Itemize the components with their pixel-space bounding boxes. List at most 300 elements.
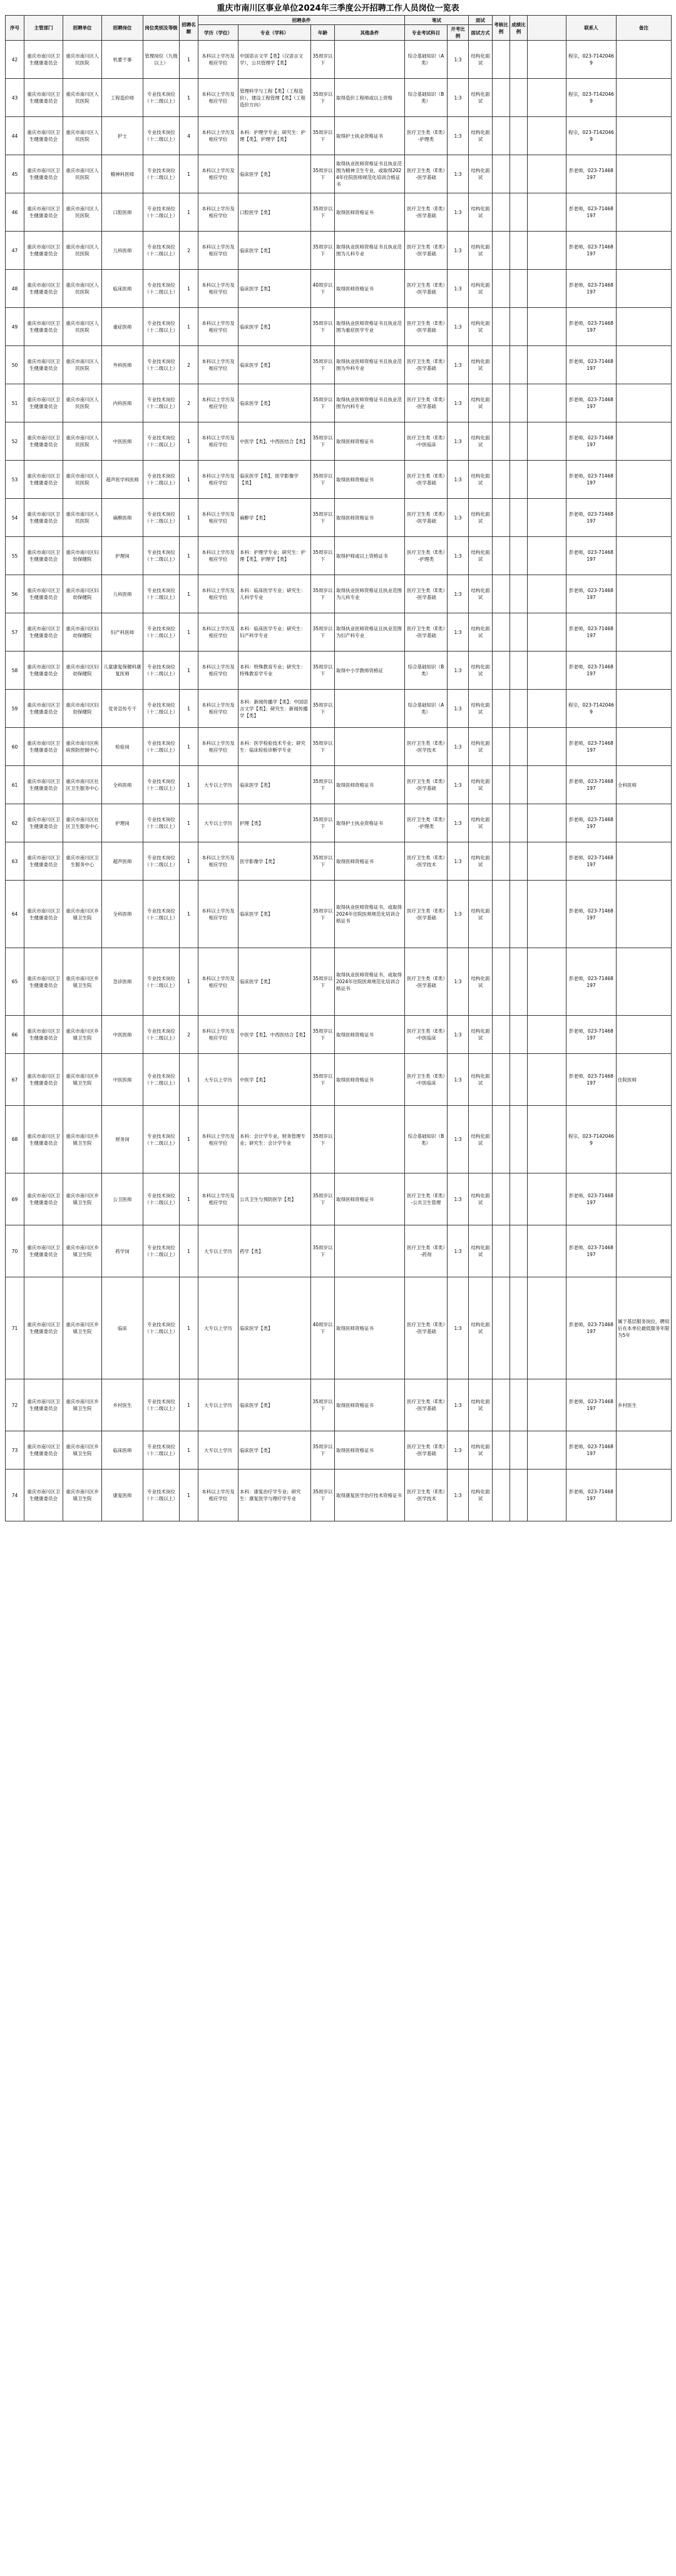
cell-remark [617, 575, 672, 613]
cell-edu: 本科以上学历及相应学位 [198, 1016, 238, 1054]
cell-other: 取得医师资格证书 [335, 193, 405, 232]
table-row [6, 384, 672, 422]
cell-age: 35周岁以下 [311, 79, 335, 117]
cell-type: 专业技术岗位（十二级以上） [143, 766, 180, 804]
cell-prop [510, 766, 528, 804]
table-row [6, 422, 672, 461]
cell-unit: 重庆市南川区人民医院 [63, 41, 102, 79]
cell-contact: 程宗，023-71420469 [566, 41, 617, 79]
cell-contact: 彭老师，023-71468197 [566, 1277, 617, 1379]
cell-remark [617, 881, 672, 948]
cell-interview: 结构化面试 [469, 652, 493, 690]
cell-exam [493, 155, 510, 193]
cell-type: 专业技术岗位（十二级以上） [143, 1431, 180, 1469]
cell-edu: 本科以上学历及相应学位 [198, 117, 238, 155]
cell-subject: 医疗卫生类（E类）-医学基础 [405, 193, 448, 232]
cell-unit: 重庆市南川区疾病预防控制中心 [63, 728, 102, 766]
cell-remark [617, 1225, 672, 1277]
cell-interview: 结构化面试 [469, 690, 493, 728]
cell-major: 医学影像学【类】 [238, 842, 311, 881]
cell-count: 1 [180, 652, 198, 690]
cell-no: 71 [6, 1277, 24, 1379]
table-row [6, 1054, 672, 1106]
cell-prop [510, 155, 528, 193]
cell-remark: 全科医师 [617, 766, 672, 804]
cell-subject: 医疗卫生类（E类）-医学技术 [405, 728, 448, 766]
cell-major: 管理科学与工程【类】（工程造价），建设工程管理【类】（工程造价方向） [238, 79, 311, 117]
cell-remark [617, 842, 672, 881]
cell-other: 取得执业医师资格证书且执业范围为重症医学专业 [335, 308, 405, 346]
cell-remark [617, 155, 672, 193]
cell-ratio: 1:3 [448, 537, 469, 575]
cell-contact: 彭老师，023-71468197 [566, 1173, 617, 1225]
cell-edu: 本科以上学历及相应学位 [198, 948, 238, 1016]
cell-type: 专业技术岗位（十二级以上） [143, 728, 180, 766]
cell-count: 1 [180, 766, 198, 804]
cell-type: 专业技术岗位（十二级以上） [143, 1173, 180, 1225]
table-row [6, 804, 672, 842]
cell-prop [510, 193, 528, 232]
cell-count: 4 [180, 117, 198, 155]
cell-extra [528, 232, 566, 270]
cell-major: 临床医学【类】 [238, 1431, 311, 1469]
cell-age: 35周岁以下 [311, 728, 335, 766]
cell-other: 取得医师资格证书 [335, 1054, 405, 1106]
cell-major: 临床医学【类】 [238, 346, 311, 384]
cell-count: 2 [180, 346, 198, 384]
cell-exam [493, 308, 510, 346]
header-remark: 备注 [617, 16, 672, 41]
cell-ratio: 1:3 [448, 1469, 469, 1521]
cell-unit: 重庆市南川区人民医院 [63, 155, 102, 193]
cell-exam [493, 346, 510, 384]
cell-subject: 医疗卫生类（E类）-医学技术 [405, 1469, 448, 1521]
header-other: 其他条件 [335, 25, 405, 41]
cell-extra [528, 690, 566, 728]
cell-interview: 结构化面试 [469, 461, 493, 499]
cell-no: 58 [6, 652, 24, 690]
cell-prop [510, 652, 528, 690]
cell-count: 1 [180, 1379, 198, 1431]
table-row [6, 461, 672, 499]
cell-extra [528, 346, 566, 384]
cell-edu: 本科以上学历及相应学位 [198, 193, 238, 232]
cell-other [335, 728, 405, 766]
cell-no: 57 [6, 613, 24, 652]
cell-major: 本科：护理学专业；研究生：护理【类】，护理学【类】 [238, 537, 311, 575]
cell-ratio: 1:3 [448, 575, 469, 613]
cell-exam [493, 1277, 510, 1379]
cell-interview: 结构化面试 [469, 575, 493, 613]
cell-subject: 医疗卫生类（E类）-医学基础 [405, 270, 448, 308]
cell-remark [617, 308, 672, 346]
cell-dept: 重庆市南川区卫生健康委员会 [24, 804, 63, 842]
cell-age: 35周岁以下 [311, 461, 335, 499]
cell-pos: 临床医师 [102, 1431, 143, 1469]
cell-contact: 彭老师，023-71468197 [566, 652, 617, 690]
cell-remark [617, 613, 672, 652]
cell-pos: 护理岗 [102, 804, 143, 842]
table-row [6, 881, 672, 948]
cell-age: 40周岁以下 [311, 1277, 335, 1379]
cell-remark [617, 232, 672, 270]
cell-interview: 结构化面试 [469, 308, 493, 346]
cell-unit: 重庆市南川区人民医院 [63, 308, 102, 346]
cell-contact: 彭老师，023-71468197 [566, 270, 617, 308]
cell-prop [510, 842, 528, 881]
cell-pos: 妇产科医师 [102, 613, 143, 652]
cell-prop [510, 728, 528, 766]
cell-count: 1 [180, 155, 198, 193]
cell-contact: 彭老师，023-71468197 [566, 881, 617, 948]
cell-subject: 医疗卫生类（E类）-医学基础 [405, 1379, 448, 1431]
cell-extra [528, 1379, 566, 1431]
cell-other: 取得造价工程师或以上资格 [335, 79, 405, 117]
cell-type: 专业技术岗位（十二级以上） [143, 948, 180, 1016]
cell-prop [510, 1379, 528, 1431]
header-interview-method: 面试方式 [469, 25, 493, 41]
cell-interview: 结构化面试 [469, 193, 493, 232]
cell-exam [493, 1054, 510, 1106]
cell-unit: 重庆市南川区人民医院 [63, 79, 102, 117]
cell-no: 72 [6, 1379, 24, 1431]
cell-unit: 重庆市南川区人民医院 [63, 270, 102, 308]
cell-extra [528, 842, 566, 881]
cell-ratio: 1:3 [448, 270, 469, 308]
cell-count: 2 [180, 1016, 198, 1054]
cell-contact: 彭老师，023-71468197 [566, 1379, 617, 1431]
cell-dept: 重庆市南川区卫生健康委员会 [24, 79, 63, 117]
table-row [6, 1379, 672, 1431]
cell-ratio: 1:3 [448, 804, 469, 842]
cell-remark [617, 461, 672, 499]
header-education: 学历（学位） [198, 25, 238, 41]
cell-dept: 重庆市南川区卫生健康委员会 [24, 499, 63, 537]
table-row [6, 193, 672, 232]
table-row [6, 1225, 672, 1277]
cell-no: 69 [6, 1173, 24, 1225]
table-row [6, 575, 672, 613]
cell-other [335, 1225, 405, 1277]
cell-other: 取得医师资格证书 [335, 1431, 405, 1469]
cell-unit: 重庆市南川区人民医院 [63, 384, 102, 422]
cell-remark [617, 690, 672, 728]
cell-contact: 彭老师，023-71468197 [566, 1016, 617, 1054]
cell-edu: 大专以上学历 [198, 1277, 238, 1379]
cell-major: 本科：护理学专业；研究生：护理【类】，护理学【类】 [238, 117, 311, 155]
cell-edu: 大专以上学历 [198, 1379, 238, 1431]
cell-prop [510, 1225, 528, 1277]
table-row [6, 613, 672, 652]
cell-edu: 本科以上学历及相应学位 [198, 422, 238, 461]
cell-subject: 医疗卫生类（E类）-医学基础 [405, 881, 448, 948]
cell-pos: 麻醉医师 [102, 499, 143, 537]
cell-ratio: 1:3 [448, 384, 469, 422]
cell-unit: 重庆市南川区妇幼保健院 [63, 613, 102, 652]
cell-other: 取得执业医师资格证且执业范围为妇产科专业 [335, 613, 405, 652]
cell-edu: 本科以上学历及相应学位 [198, 155, 238, 193]
cell-type: 专业技术岗位（十二级以上） [143, 270, 180, 308]
cell-other: 取得医师资格证书 [335, 766, 405, 804]
cell-extra [528, 384, 566, 422]
cell-major: 公共卫生与预防医学【类】 [238, 1173, 311, 1225]
cell-major: 临床医学【类】 [238, 766, 311, 804]
cell-edu: 本科以上学历及相应学位 [198, 1106, 238, 1173]
cell-pos: 财务岗 [102, 1106, 143, 1173]
cell-unit: 重庆市南川区乡镇卫生院 [63, 1469, 102, 1521]
cell-ratio: 1:3 [448, 117, 469, 155]
cell-edu: 本科以上学历及相应学位 [198, 232, 238, 270]
cell-ratio: 1:3 [448, 652, 469, 690]
cell-age: 35周岁以下 [311, 690, 335, 728]
cell-unit: 重庆市南川区乡镇卫生院 [63, 1379, 102, 1431]
cell-other: 取得护士执业资格证书 [335, 804, 405, 842]
cell-no: 48 [6, 270, 24, 308]
table-row [6, 1277, 672, 1379]
cell-subject: 医疗卫生类（E类）-医学基础 [405, 766, 448, 804]
cell-contact: 彭老师，023-71468197 [566, 193, 617, 232]
cell-major: 中医学【类】，中西医结合【类】 [238, 1016, 311, 1054]
table-row [6, 499, 672, 537]
cell-edu: 大专以上学历 [198, 1225, 238, 1277]
header-no: 序号 [6, 16, 24, 41]
cell-interview: 结构化面试 [469, 270, 493, 308]
cell-extra [528, 948, 566, 1016]
cell-pos: 护士 [102, 117, 143, 155]
cell-unit: 重庆市南川区人民医院 [63, 461, 102, 499]
cell-extra [528, 461, 566, 499]
cell-contact: 程宗，023-71420469 [566, 690, 617, 728]
cell-pos: 乡村医生 [102, 1379, 143, 1431]
cell-interview: 结构化面试 [469, 842, 493, 881]
cell-remark [617, 79, 672, 117]
table-row [6, 766, 672, 804]
cell-pos: 内科医师 [102, 384, 143, 422]
cell-type: 专业技术岗位（十二级以上） [143, 804, 180, 842]
cell-no: 61 [6, 766, 24, 804]
cell-major: 麻醉学【类】 [238, 499, 311, 537]
cell-extra [528, 1016, 566, 1054]
cell-dept: 重庆市南川区卫生健康委员会 [24, 155, 63, 193]
cell-edu: 本科以上学历及相应学位 [198, 270, 238, 308]
cell-edu: 大专以上学历 [198, 1431, 238, 1469]
cell-extra [528, 193, 566, 232]
cell-pos: 中医医师 [102, 422, 143, 461]
cell-exam [493, 422, 510, 461]
cell-subject: 医疗卫生类（E类）-医学基础 [405, 155, 448, 193]
cell-dept: 重庆市南川区卫生健康委员会 [24, 766, 63, 804]
cell-no: 53 [6, 461, 24, 499]
cell-edu: 本科以上学历及相应学位 [198, 79, 238, 117]
cell-edu: 本科以上学历及相应学位 [198, 842, 238, 881]
cell-no: 66 [6, 1016, 24, 1054]
cell-age: 35周岁以下 [311, 308, 335, 346]
cell-age: 35周岁以下 [311, 1054, 335, 1106]
header-ratio: 开考比例 [448, 25, 469, 41]
cell-remark: 乡村医生 [617, 1379, 672, 1431]
cell-subject: 医疗卫生类（E类）-医学基础 [405, 232, 448, 270]
cell-major: 护理【类】 [238, 804, 311, 842]
cell-other: 取得执业医师资格证书且执业范围为外科专业 [335, 346, 405, 384]
cell-exam [493, 1469, 510, 1521]
cell-prop [510, 461, 528, 499]
cell-dept: 重庆市南川区卫生健康委员会 [24, 948, 63, 1016]
cell-unit: 重庆市南川区人民医院 [63, 193, 102, 232]
cell-remark [617, 1016, 672, 1054]
cell-extra [528, 270, 566, 308]
cell-pos: 临床 [102, 1277, 143, 1379]
cell-count: 1 [180, 613, 198, 652]
cell-remark [617, 422, 672, 461]
cell-other [335, 41, 405, 79]
cell-prop [510, 117, 528, 155]
cell-count: 1 [180, 1106, 198, 1173]
cell-unit: 重庆市南川区妇幼保健院 [63, 690, 102, 728]
table-row [6, 690, 672, 728]
cell-ratio: 1:3 [448, 948, 469, 1016]
cell-age: 35周岁以下 [311, 346, 335, 384]
cell-remark: 住院医师 [617, 1054, 672, 1106]
cell-other: 取得执业医师资格证书且执业范围为儿科专业 [335, 232, 405, 270]
cell-ratio: 1:3 [448, 1173, 469, 1225]
cell-edu: 大专以上学历 [198, 1054, 238, 1106]
cell-subject: 医疗卫生类（E类）-医学基础 [405, 575, 448, 613]
cell-ratio: 1:3 [448, 41, 469, 79]
cell-interview: 结构化面试 [469, 1016, 493, 1054]
cell-type: 专业技术岗位（十二级以上） [143, 1106, 180, 1173]
cell-count: 1 [180, 575, 198, 613]
cell-age: 40周岁以下 [311, 270, 335, 308]
cell-extra [528, 1431, 566, 1469]
cell-prop [510, 270, 528, 308]
cell-other: 取得医师资格证书 [335, 499, 405, 537]
cell-dept: 重庆市南川区卫生健康委员会 [24, 461, 63, 499]
cell-extra [528, 1469, 566, 1521]
cell-contact: 彭老师，023-71468197 [566, 155, 617, 193]
cell-unit: 重庆市南川区乡镇卫生院 [63, 1225, 102, 1277]
cell-dept: 重庆市南川区卫生健康委员会 [24, 1225, 63, 1277]
cell-prop [510, 948, 528, 1016]
cell-prop [510, 79, 528, 117]
cell-major: 临床医学【类】 [238, 881, 311, 948]
cell-contact: 彭老师，023-71468197 [566, 422, 617, 461]
cell-prop [510, 575, 528, 613]
table-row [6, 308, 672, 346]
cell-interview: 结构化面试 [469, 804, 493, 842]
cell-dept: 重庆市南川区卫生健康委员会 [24, 270, 63, 308]
cell-remark [617, 1173, 672, 1225]
cell-extra [528, 613, 566, 652]
cell-ratio: 1:3 [448, 308, 469, 346]
cell-pos: 口腔医师 [102, 193, 143, 232]
cell-other: 取得医师资格证书 [335, 1379, 405, 1431]
cell-remark [617, 948, 672, 1016]
cell-major: 药学【类】 [238, 1225, 311, 1277]
cell-dept: 重庆市南川区卫生健康委员会 [24, 193, 63, 232]
cell-exam [493, 461, 510, 499]
cell-dept: 重庆市南川区卫生健康委员会 [24, 1016, 63, 1054]
cell-prop [510, 881, 528, 948]
cell-no: 60 [6, 728, 24, 766]
cell-pos: 急诊医师 [102, 948, 143, 1016]
cell-age: 35周岁以下 [311, 1173, 335, 1225]
cell-unit: 重庆市南川区乡镇卫生院 [63, 1173, 102, 1225]
cell-unit: 重庆市南川区乡镇卫生院 [63, 1277, 102, 1379]
cell-exam [493, 766, 510, 804]
cell-exam [493, 41, 510, 79]
cell-dept: 重庆市南川区卫生健康委员会 [24, 1173, 63, 1225]
cell-no: 59 [6, 690, 24, 728]
cell-exam [493, 652, 510, 690]
cell-interview: 结构化面试 [469, 422, 493, 461]
cell-count: 1 [180, 842, 198, 881]
cell-remark [617, 1431, 672, 1469]
cell-unit: 重庆市南川区妇幼保健院 [63, 537, 102, 575]
table-row [6, 117, 672, 155]
cell-type: 专业技术岗位（十二级以上） [143, 1379, 180, 1431]
cell-major: 临床医学【类】 [238, 1277, 311, 1379]
cell-unit: 重庆市南川区乡镇卫生院 [63, 1106, 102, 1173]
cell-prop [510, 690, 528, 728]
cell-dept: 重庆市南川区卫生健康委员会 [24, 1106, 63, 1173]
cell-pos: 公卫医师 [102, 1173, 143, 1225]
cell-dept: 重庆市南川区卫生健康委员会 [24, 308, 63, 346]
table-row [6, 1016, 672, 1054]
cell-age: 35周岁以下 [311, 1431, 335, 1469]
cell-interview: 结构化面试 [469, 79, 493, 117]
cell-count: 2 [180, 384, 198, 422]
cell-subject: 医疗卫生类（E类）-医学基础 [405, 499, 448, 537]
cell-type: 专业技术岗位（十二级以上） [143, 1225, 180, 1277]
cell-other: 取得医师资格证书 [335, 1016, 405, 1054]
cell-exam [493, 499, 510, 537]
table-row [6, 1173, 672, 1225]
cell-major: 口腔医学【类】 [238, 193, 311, 232]
cell-ratio: 1:3 [448, 881, 469, 948]
cell-dept: 重庆市南川区卫生健康委员会 [24, 690, 63, 728]
cell-count: 1 [180, 270, 198, 308]
cell-ratio: 1:3 [448, 1016, 469, 1054]
cell-age: 35周岁以下 [311, 1106, 335, 1173]
cell-subject: 医疗卫生类（E类）-医学基础 [405, 948, 448, 1016]
cell-remark [617, 1106, 672, 1173]
cell-ratio: 1:3 [448, 766, 469, 804]
cell-pos: 机要干事 [102, 41, 143, 79]
cell-remark [617, 117, 672, 155]
cell-dept: 重庆市南川区卫生健康委员会 [24, 575, 63, 613]
cell-remark [617, 193, 672, 232]
cell-pos: 中医医师 [102, 1016, 143, 1054]
cell-ratio: 1:3 [448, 728, 469, 766]
cell-pos: 外科医师 [102, 346, 143, 384]
cell-dept: 重庆市南川区卫生健康委员会 [24, 346, 63, 384]
cell-subject: 综合基础知识（B类） [405, 652, 448, 690]
cell-no: 54 [6, 499, 24, 537]
cell-subject: 医疗卫生类（E类）-医学基础 [405, 384, 448, 422]
cell-other: 取得护士执业资格证书 [335, 117, 405, 155]
cell-contact: 彭老师，023-71468197 [566, 308, 617, 346]
cell-extra [528, 537, 566, 575]
cell-subject: 医疗卫生类（E类）-药剂 [405, 1225, 448, 1277]
cell-exam [493, 613, 510, 652]
cell-count: 1 [180, 1431, 198, 1469]
table-row [6, 842, 672, 881]
cell-contact: 彭老师，023-71468197 [566, 1225, 617, 1277]
cell-prop [510, 41, 528, 79]
cell-type: 专业技术岗位（十二级以上） [143, 537, 180, 575]
cell-interview: 结构化面试 [469, 613, 493, 652]
cell-exam [493, 842, 510, 881]
